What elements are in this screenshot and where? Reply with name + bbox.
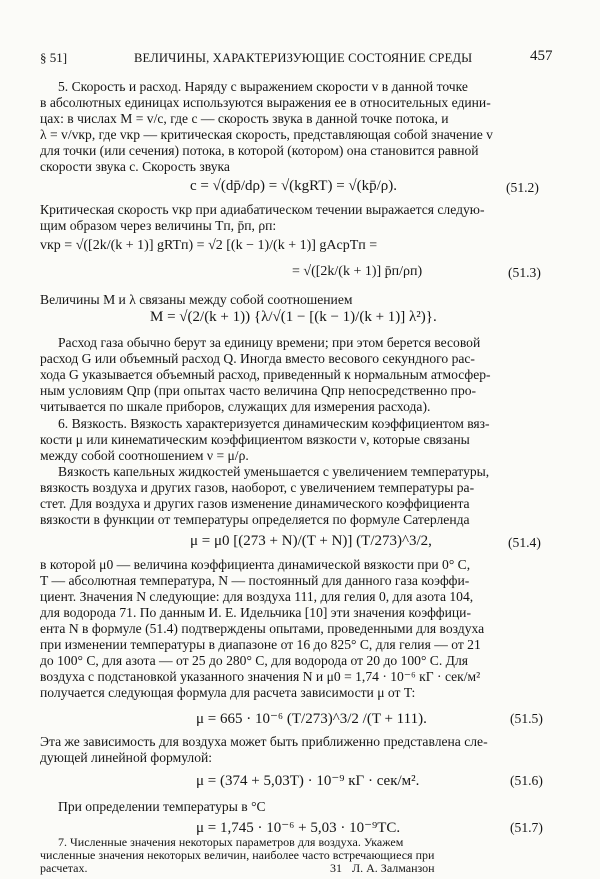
text-line: численные значения некоторых величин, наиболее часто встречающиеся при [40, 848, 435, 862]
text-line: Вязкость капельных жидкостей уменьшается с увеличением температуры, [58, 464, 490, 479]
text-line: Эта же зависимость для воздуха может быть приближенно представлена сле- [40, 734, 488, 749]
section-marker: § 51] [40, 50, 68, 65]
text-line: Критическая скорость vкр при адиабатическом течении выражается следую- [40, 202, 485, 217]
equation-number: (51.6) [510, 773, 543, 788]
text-line: в которой μ0 — величина коэффициента динамической вязкости при 0° C, [40, 557, 471, 572]
text-line: 5. Скорость и расход. Наряду с выражением скорости v в данной точке [58, 79, 468, 94]
text-line: расход G или объемный расход Q. Иногда вместо весового секундного рас- [40, 351, 475, 366]
text-line: читывается по шкале приборов, служащих для измерения расхода). [40, 399, 431, 414]
text-line: стет. Для воздуха и других газов изменение динамического коэффициента [40, 496, 470, 511]
sheet-author: Л. А. Залманзон [352, 861, 435, 875]
equation-number: (51.3) [508, 265, 541, 280]
text-line: циент. Значения N следующие: для воздуха 111, для гелия 0, для азота 104, [40, 589, 474, 604]
page-number: 457 [530, 48, 553, 64]
text-line: между собой соотношением ν = μ/ρ. [40, 448, 249, 463]
text-line: при изменении температуры в диапазоне от 16 до 825° C, для гелия — от 21 [40, 637, 481, 652]
equation-51-6: μ = (374 + 5,03T) · 10⁻⁹ кГ · сек/м². [196, 773, 420, 789]
equation-51-3-part2: = √([2k/(k + 1)] p̄п/ρп) [292, 264, 423, 279]
equation-51-4: μ = μ0 [(273 + N)/(T + N)] (T/273)^3/2, [190, 533, 432, 549]
text-line: вязкость воздуха и других газов, наоборот, с увеличением температуры ра- [40, 480, 475, 495]
text-line: вязкости в функции от температуры определяется по формуле Сатерленда [40, 512, 470, 527]
text-line: λ = v/vкр, где vкр — критическая скорость, представляющая собой значение v [40, 127, 493, 142]
text-line: для водорода 71. По данным И. Е. Идельчика [10] эти значения коэффици- [40, 605, 471, 620]
equation-number: (51.4) [508, 535, 541, 550]
equation-number: (51.7) [510, 820, 543, 835]
equation-51-7: μ = 1,745 · 10⁻⁶ + 5,03 · 10⁻⁹TC. [196, 820, 401, 836]
running-title: ВЕЛИЧИНЫ, ХАРАКТЕРИЗУЮЩИЕ СОСТОЯНИЕ СРЕДЫ [134, 51, 473, 65]
text-line: для точки (или сечения) потока, в которой (котором) она становится равной [40, 143, 479, 158]
text-line: цах: в числах M = v/c, где c — скорость звука в данной точке потока, и [40, 111, 449, 126]
equation-number: (51.5) [510, 711, 543, 726]
equation-51-3-part1: vкр = √([2k/(k + 1)] gRTп) = √2 [(k − 1)/(k + 1)] gAcpTп = [40, 238, 378, 253]
equation-mach-lambda: M = √(2/(k + 1)) {λ/√(1 − [(k − 1)/(k + 1)] λ²)}. [150, 309, 437, 325]
text-line: дующей линейной формулой: [40, 750, 213, 765]
equation-51-5: μ = 665 · 10⁻⁶ (T/273)^3/2 /(T + 111). [196, 711, 427, 727]
sheet-number: 31 [330, 861, 342, 875]
text-line: Расход газа обычно берут за единицу времени; при этом берется весовой [58, 335, 481, 350]
text-line: хода G указывается объемный расход, приведенный к нормальным атмосфер- [40, 367, 491, 382]
text-line: T — абсолютная температура, N — постоянный для данного газа коэффи- [40, 573, 470, 588]
text-line: щим образом через величины Tп, p̄п, ρп: [40, 218, 277, 233]
text-line: ным условиям Qпр (при опытах часто величина Qпр непосредственно про- [40, 383, 477, 398]
text-line: до 100° C, для азота — от 25 до 280° C, для водорода от 20 до 100° C. Для [40, 653, 468, 668]
text-line: в абсолютных единицах используются выражения ее в относительных едини- [40, 95, 491, 110]
text-line: 6. Вязкость. Вязкость характеризуется динамическим коэффициентом вяз- [58, 416, 490, 431]
text-line: скорости звука c. Скорость звука [40, 159, 230, 174]
text-line: 7. Численные значения некоторых параметров для воздуха. Укажем [58, 835, 404, 849]
text-line: получается следующая формула для расчета зависимости μ от T: [40, 685, 416, 700]
equation-number: (51.2) [506, 180, 539, 195]
text-line: Величины M и λ связаны между собой соотношением [40, 292, 353, 307]
text-line: кости μ или кинематическим коэффициентом вязкости ν, которые связаны [40, 432, 470, 447]
text-line: расчетах. [40, 861, 88, 875]
text-line: воздуха с подстановкой указанного значения N и μ0 = 1,74 · 10⁻⁶ кГ · сек/м² [40, 669, 481, 684]
equation-51-2: c = √(dp̄/dρ) = √(kgRT) = √(kp̄/ρ). [190, 178, 398, 194]
text-line: При определении температуры в °C [58, 799, 266, 814]
text-line: ента N в формуле (51.4) подтверждены опытами, проведенными для воздуха [40, 621, 485, 636]
